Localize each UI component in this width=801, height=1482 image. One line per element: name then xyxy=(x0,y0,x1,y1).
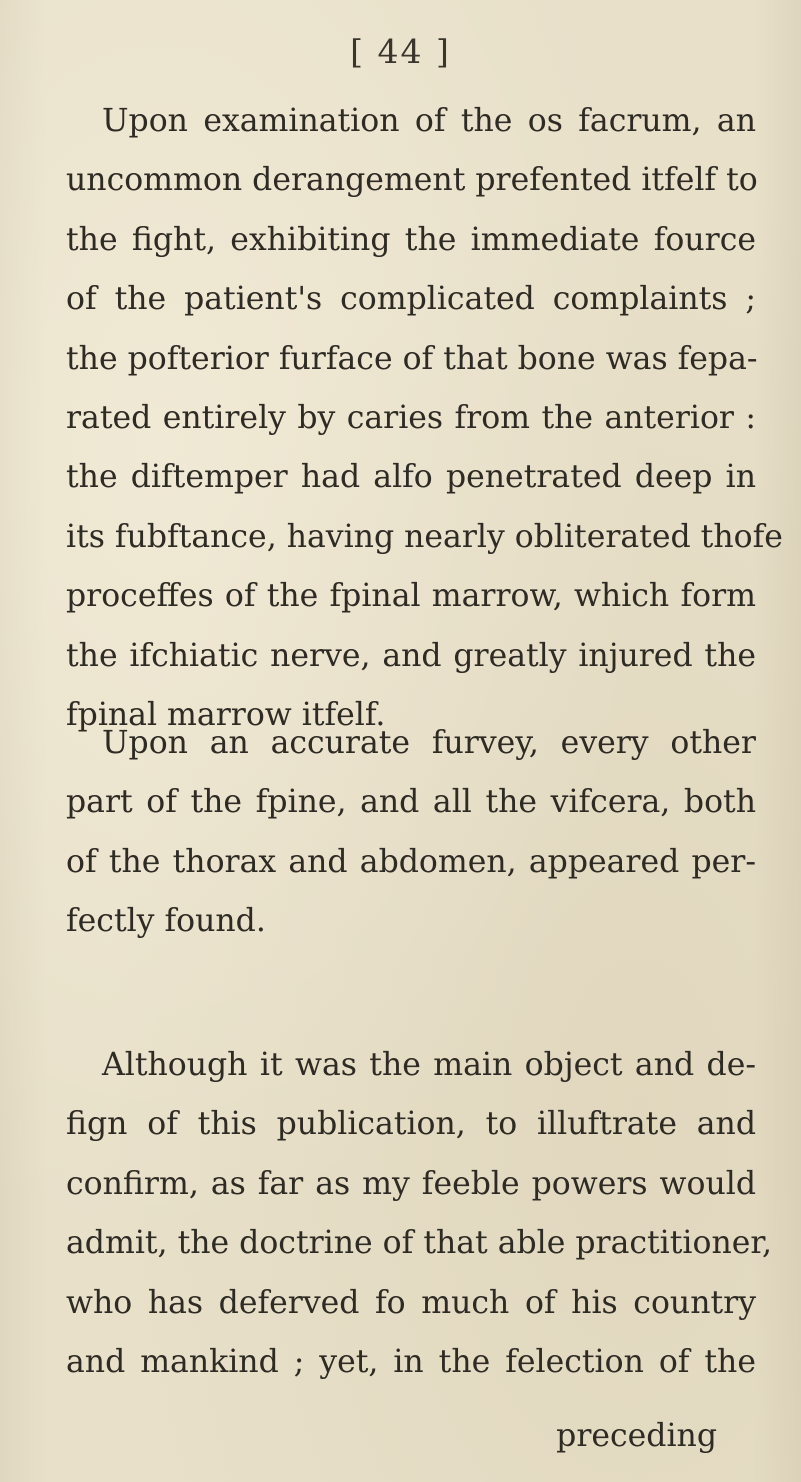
text-line: of the patient's complicated complaints ; xyxy=(66,281,756,318)
text-line: the ifchiatic nerve, and greatly injured the xyxy=(66,637,756,674)
paragraph-1 xyxy=(66,92,783,745)
page-number: [ 44 ] xyxy=(350,32,451,71)
text-line: the diftemper had alfo penetrated deep in xyxy=(66,459,756,496)
text-line: the pofterior furface of that bone was fepa- xyxy=(66,340,758,377)
text-line: Upon examination of the os facrum, an xyxy=(102,103,756,139)
text-line: rated entirely by caries from the anterior : xyxy=(66,399,756,436)
catchword: preceding xyxy=(556,1418,717,1454)
text-line: its fubftance, having nearly obliterated thofe xyxy=(66,518,783,555)
text-line: Although it was the main object and de- xyxy=(102,1047,756,1083)
text-line: and mankind ; yet, in the felection of the xyxy=(66,1343,756,1380)
text-line: uncommon derangement prefented itfelf to xyxy=(66,162,758,199)
text-line: fectly found. xyxy=(66,903,266,940)
paragraph-2 xyxy=(66,714,756,952)
text-line: who has deferved fo much of his country xyxy=(66,1284,756,1321)
text-line: confirm, as far as my feeble powers would xyxy=(66,1165,756,1202)
text-line: proceffes of the fpinal marrow, which form xyxy=(66,578,756,615)
text-line: of the thorax and abdomen, appeared per- xyxy=(66,843,756,880)
text-line: fign of this publication, to illuftrate and xyxy=(66,1106,756,1143)
text-line: admit, the doctrine of that able practitioner, xyxy=(66,1225,772,1262)
paragraph-3 xyxy=(66,1036,772,1392)
text-line: part of the fpine, and all the vifcera, both xyxy=(66,784,756,821)
text-line: Upon an accurate furvey, every other xyxy=(102,725,756,761)
text-line: the fight, exhibiting the immediate fource xyxy=(66,221,756,258)
text-line: fpinal marrow itfelf. xyxy=(66,696,386,733)
